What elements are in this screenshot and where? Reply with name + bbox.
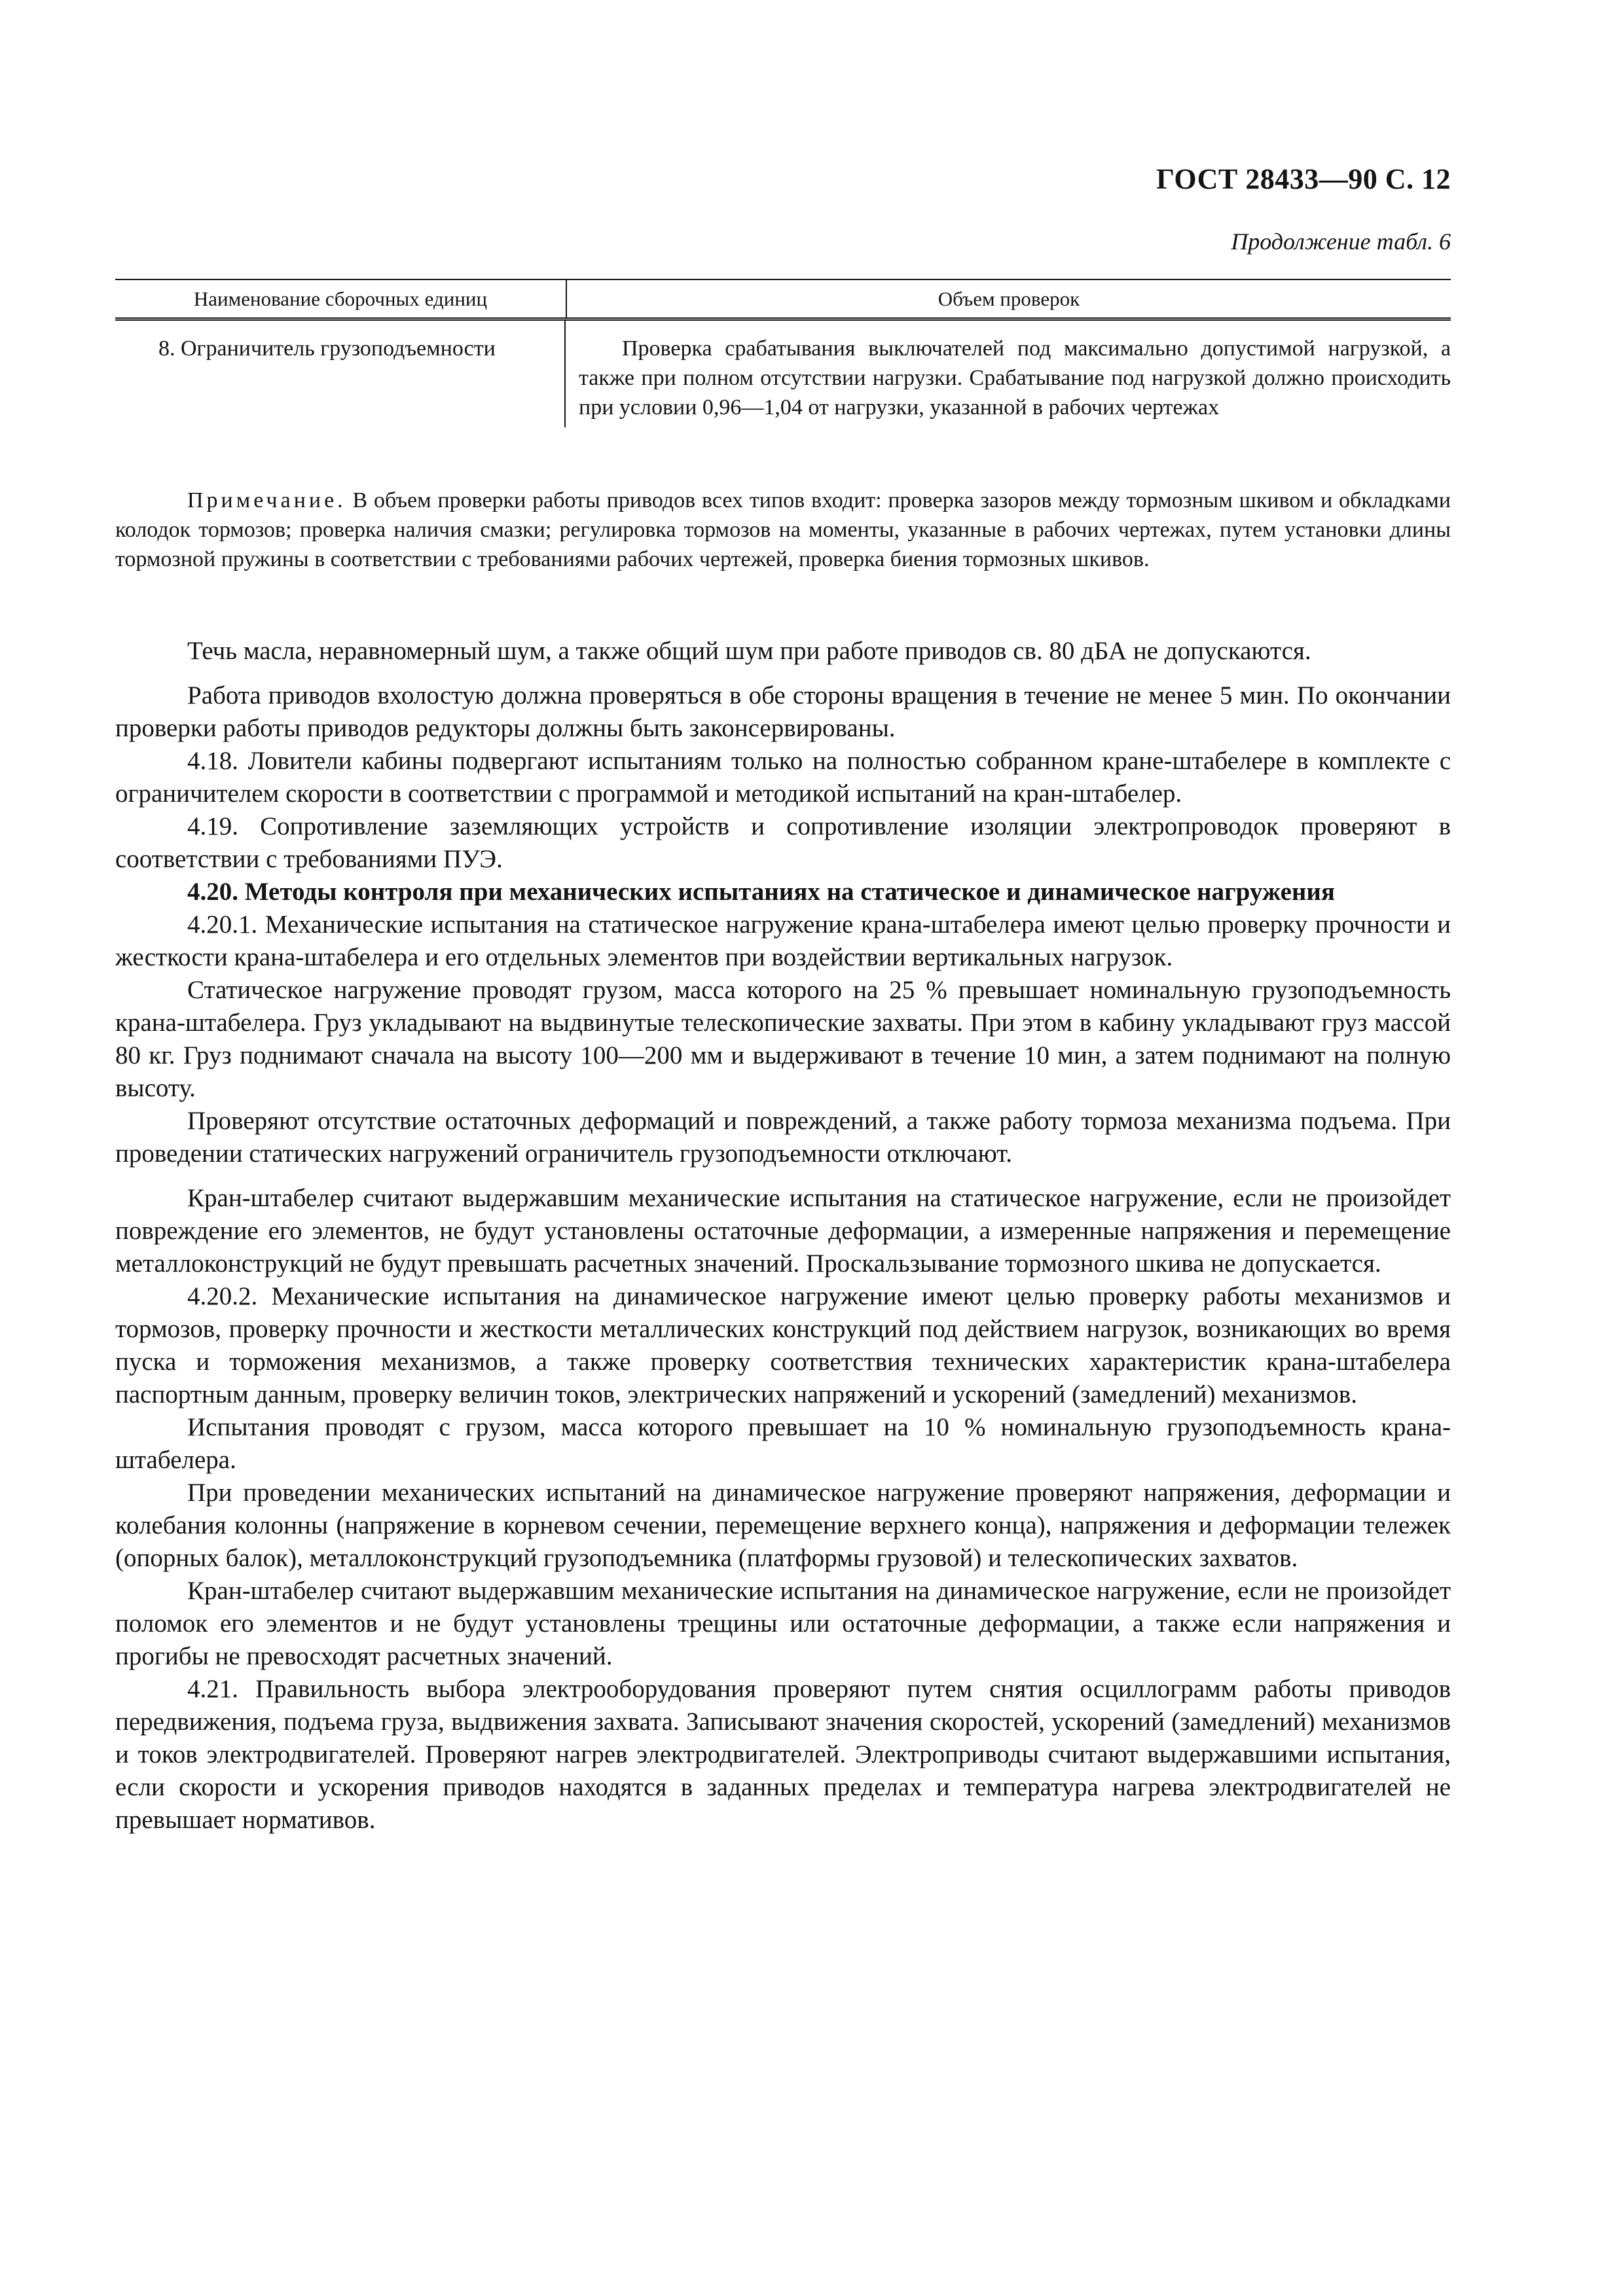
page-header-title: ГОСТ 28433—90 С. 12 <box>1156 163 1451 195</box>
paragraph-idle-run: Работа приводов вхолостую должна проверяться в обе стороны вращения в течение не менее 5 мин. По окончании проверки работы приводов редукторы должны быть законсервированы. <box>115 681 1451 742</box>
paragraph-4-20-1: 4.20.1. Механические испытания на статическое нагружение крана-штабелера имеют целью проверку прочности и жесткости крана-штабелера и его отдельных элементов при воздействии вертикальных нагрузок. <box>115 910 1451 971</box>
paragraph-oil-leak: Течь масла, неравномерный шум, а также общий шум при работе приводов св. 80 дБА не допускаются. <box>187 637 1311 665</box>
table-continuation-label: Продолжение табл. 6 <box>1231 228 1451 255</box>
cell-text-scope: Проверка срабатывания выключателей под максимально допустимой нагрузкой, а также при полном отсутствии нагрузки. Срабатывание под нагрузкой должно происходить при условии 0,96—1,04 от нагрузки, указанной в рабочих чертежах <box>579 336 1451 420</box>
paragraph-static-load: Статическое нагружение проводят грузом, масса которого на 25 % превышает номинальную грузоподъемность крана-штабелера. Груз укладывают на выдвинутые телескопические захваты. При этом в кабину укладывают груз массой 80 кг. Груз поднимают сначала на высоту 100—200 мм и выдерживают в течение 10 мин, а затем поднимают на полную высоту. <box>115 976 1451 1102</box>
paragraph-static-pass: Кран-штабелер считают выдержавшим механические испытания на статическое нагружение, если не произойдет повреждение его элементов, не будут установлены остаточные деформации, а измеренные напряжения и перемещение металлоконструкций не будут превышать расчетных значений. Проскальзывание тормозного шкива не допускается. <box>115 1184 1451 1278</box>
cell-text-unit: 8. Ограничитель грузоподъемности <box>158 336 496 361</box>
paragraph-4-19: 4.19. Сопротивление заземляющих устройств и сопротивление изоляции электропроводок проверяют в соответствии с требованиями ПУЭ. <box>115 812 1451 873</box>
inspection-table <box>115 279 1451 427</box>
column-header-inspection-scope: Объем проверок <box>938 287 1080 310</box>
note-paragraph <box>115 486 1451 574</box>
paragraph-4-18: 4.18. Ловители кабины подвергают испытаниям только на полностью собранном кране-штабелере в комплекте с ограничителем скорости в соответствии с программой и методикой испытаний на кран-штабелер. <box>115 747 1451 808</box>
note-label: Примечание. <box>187 488 346 512</box>
paragraph-dynamic-checks: При проведении механических испытаний на динамическое нагружение проверяют напряжения, деформации и колебания колонны (напряжение в корневом сечении, перемещение верхнего конца), напряжения и деформации тележек (опорных балок), металлоконструкций грузоподъемника (платформы грузовой) и телескопических захватов. <box>115 1479 1451 1572</box>
table-note <box>115 486 1451 574</box>
paragraph-4-21: 4.21. Правильность выбора электрооборудования проверяют путем снятия осциллограмм работы приводов передвижения, подъема груза, выдвижения захвата. Записывают значения скоростей, ускорений (замедлений) механизмов и токов электродвигателей. Проверяют нагрев электродвигателей. Электроприводы считают выдержавшими испытания, если скорости и ускорения приводов находятся в заданных пределах и температура нагрева электродвигателей не превышает нормативов. <box>115 1675 1451 1834</box>
column-header-assembly-units: Наименование сборочных единиц <box>115 280 567 317</box>
paragraph-dynamic-load: Испытания проводят с грузом, масса которого превышает на 10 % номинальную грузоподъемность крана-штабелера. <box>115 1413 1451 1474</box>
paragraph-residual-deformation: Проверяют отсутствие остаточных деформаций и повреждений, а также работу тормоза механизма подъема. При проведении статических нагружений ограничитель грузоподъемности отключают. <box>115 1107 1451 1168</box>
table-cell-scope <box>566 321 1451 427</box>
table-cell-unit <box>115 321 566 427</box>
table-row <box>115 321 1451 427</box>
section-heading-4-20: 4.20. Методы контроля при механических испытаниях на статическое и динамическое нагружения <box>187 878 1335 906</box>
paragraph-4-20-2: 4.20.2. Механические испытания на динамическое нагружение имеют целью проверку работы механизмов и тормозов, проверку прочности и жесткости металлических конструкций под действием нагрузок, возникающих во время пуска и торможения механизмов, а также проверку соответствия технических характеристик крана-штабелера паспортным данным, проверку величин токов, электрических напряжений и ускорений (замедлений) механизмов. <box>115 1282 1451 1408</box>
body-text <box>115 635 1451 1837</box>
note-text: В объем проверки работы приводов всех типов входит: проверка зазоров между тормозным шкивом и обкладками колодок тормозов; проверка наличия смазки; регулировка тормозов на моменты, указанные в рабочих чертежах, путем установки длины тормозной пружины в соответствии с требованиями рабочих чертежей, проверка биения тормозных шкивов. <box>115 488 1451 571</box>
table-header <box>115 279 1451 321</box>
paragraph-dynamic-pass: Кран-штабелер считают выдержавшим механические испытания на динамическое нагружение, если не произойдет поломок его элементов и не будут установлены трещины или остаточные деформации, а также если напряжения и прогибы не превосходят расчетных значений. <box>115 1577 1451 1670</box>
